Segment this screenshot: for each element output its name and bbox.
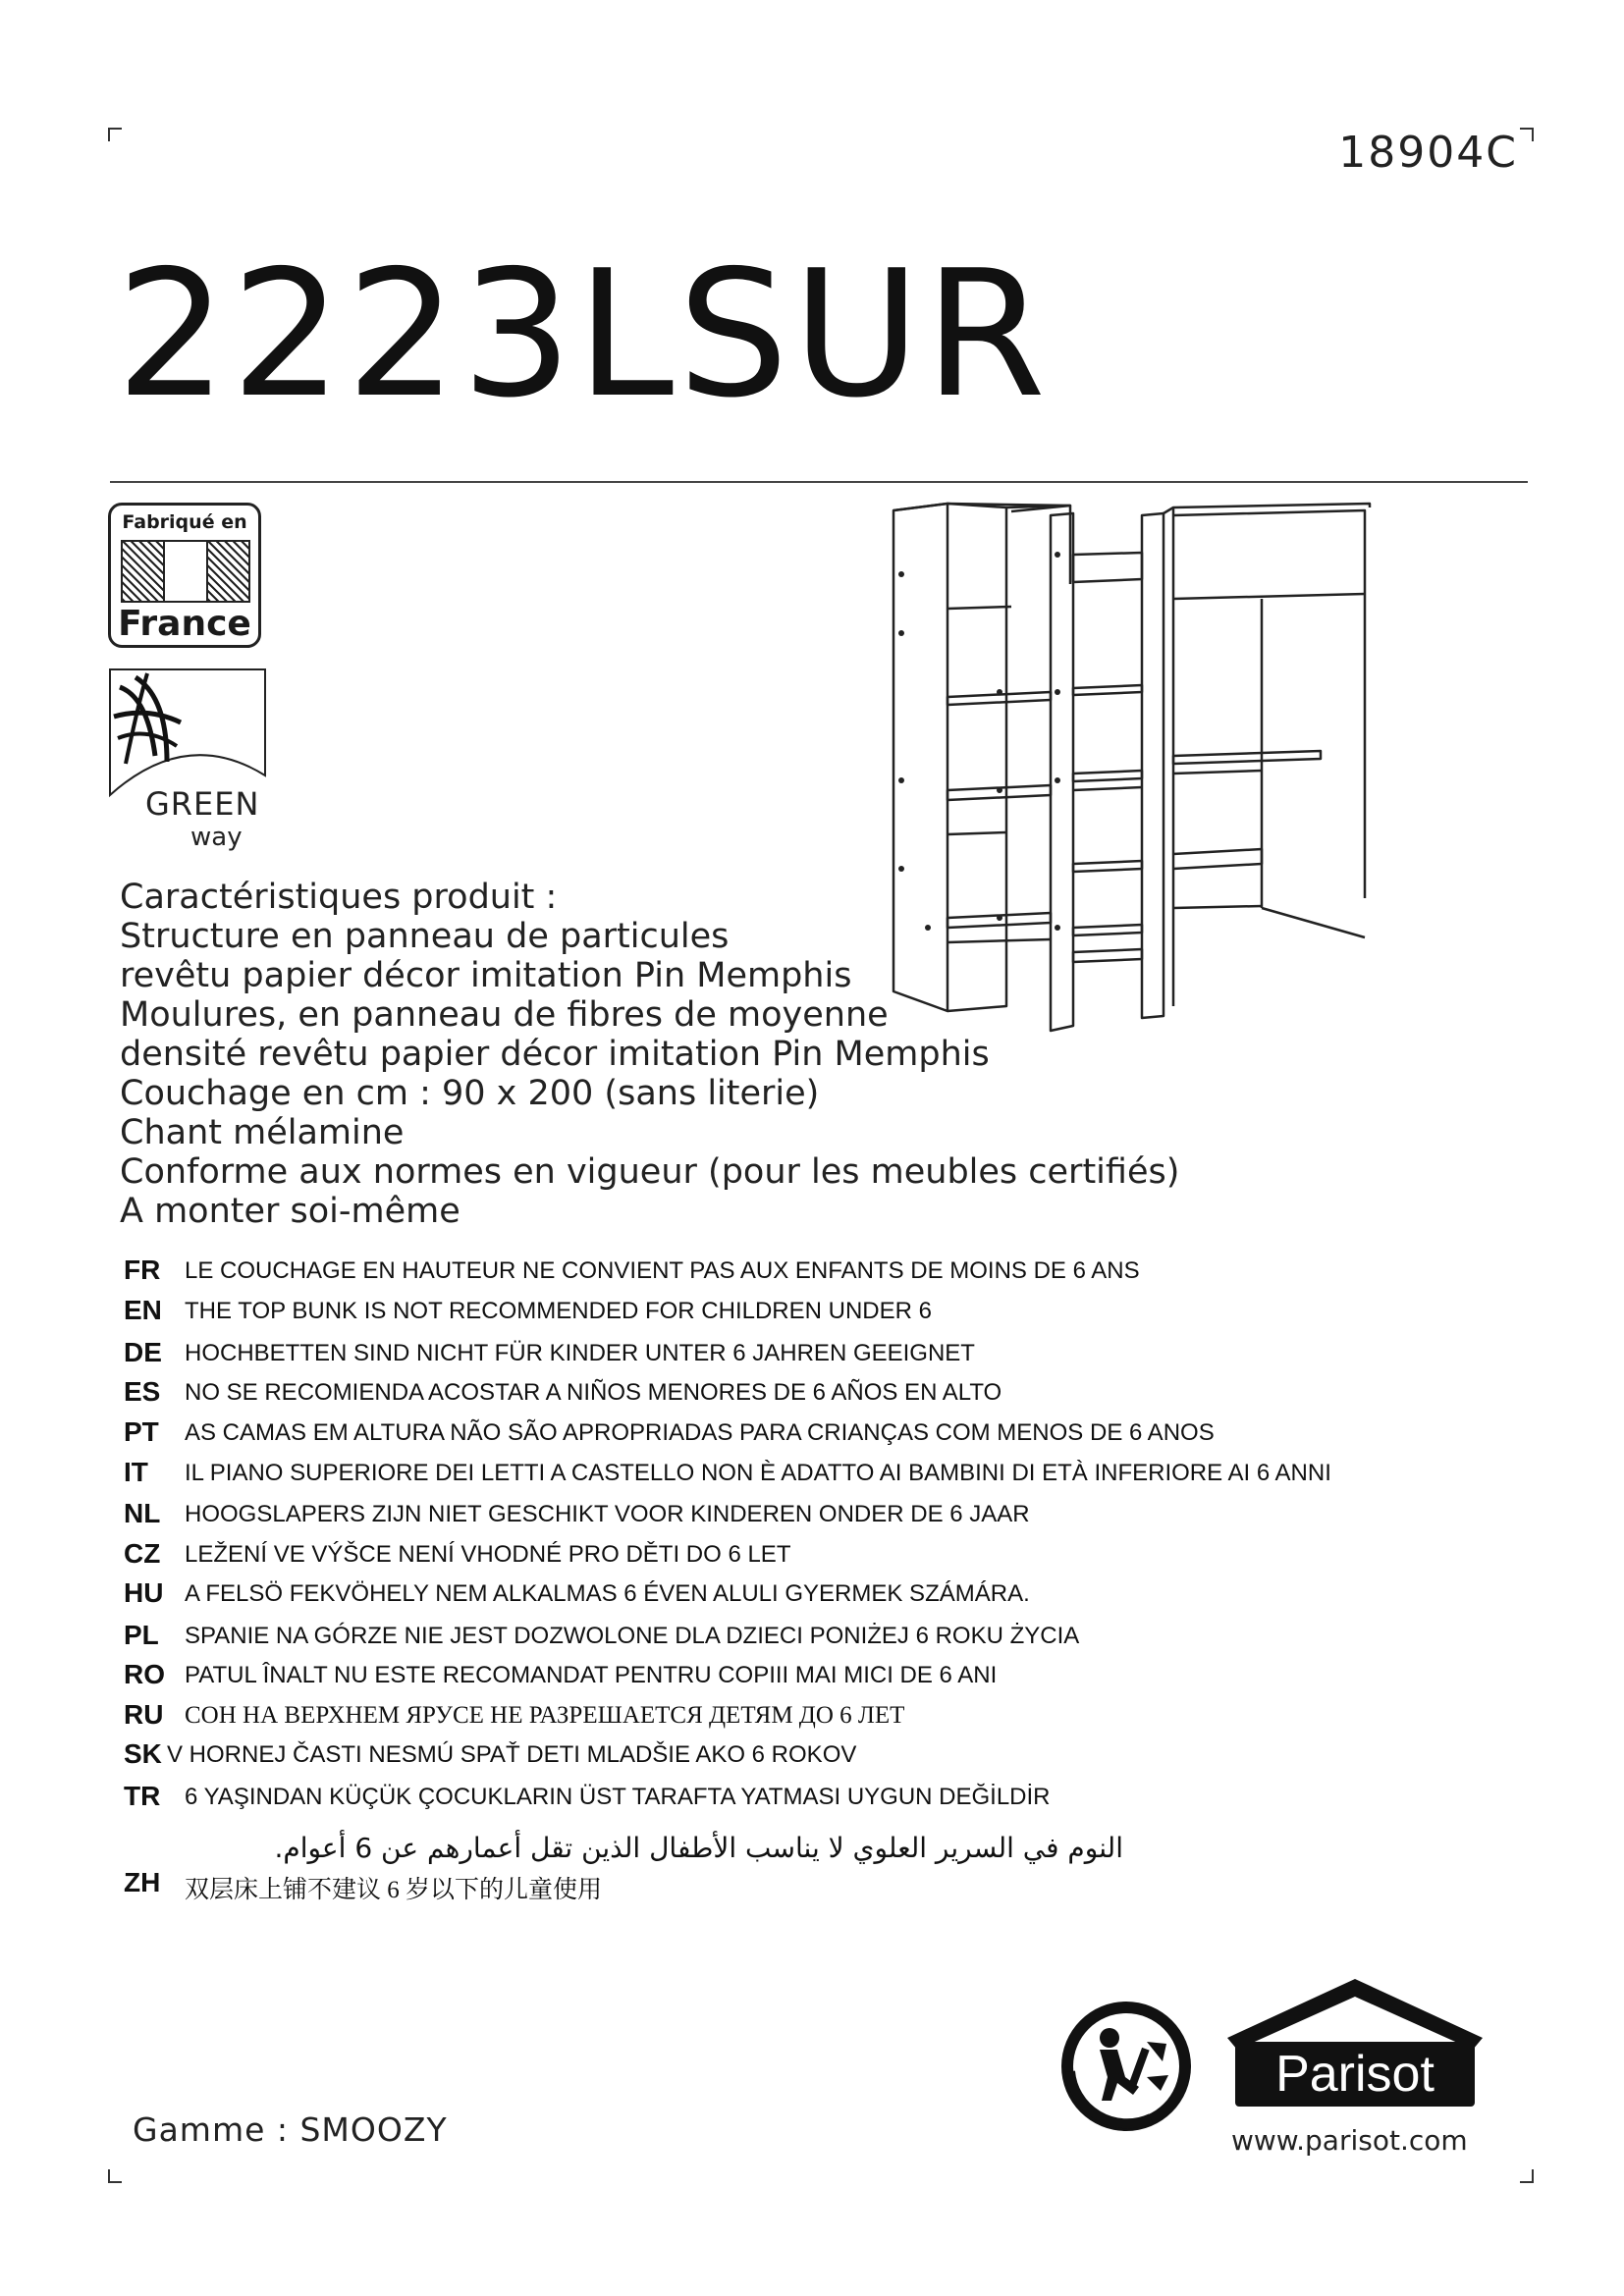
characteristics-heading: Caractéristiques produit : — [120, 878, 558, 917]
warning-text: SPANIE NA GÓRZE NIE JEST DOZWOLONE DLA DZIECI PONIŻEJ 6 ROKU ŻYCIA — [185, 1623, 1080, 1649]
warning-text: СОН НА ВЕРХНЕМ ЯРУСЕ НЕ РАЗРЕШАЕТСЯ ДЕТЯМ ДО 6 ЛЕТ — [185, 1702, 905, 1729]
crop-mark-top-left — [108, 128, 122, 141]
brand-name: Parisot — [1275, 2046, 1435, 2103]
parisot-logo — [1218, 1973, 1492, 2120]
reference-code: 18904C — [1338, 128, 1518, 178]
language-code: IT — [124, 1457, 148, 1487]
warning-text: PATUL ÎNALT NU ESTE RECOMANDAT PENTRU COPIII MAI MICI DE 6 ANI — [185, 1662, 998, 1688]
crop-mark-top-right — [1520, 128, 1534, 141]
language-code: PL — [124, 1620, 159, 1650]
language-code: HU — [124, 1577, 164, 1608]
characteristic-line: Conforme aux normes en vigueur (pour les meubles certifiés) — [120, 1152, 1180, 1192]
range-label: Gamme : SMOOZY — [133, 2110, 448, 2149]
warning-text: LEŽENÍ VE VÝŠCE NENÍ VHODNÉ PRO DĚTI DO 6 LET — [185, 1541, 791, 1568]
language-code: SK — [124, 1738, 162, 1769]
characteristic-line: Structure en panneau de particules — [120, 917, 730, 956]
badge-label: Fabriqué en — [122, 511, 247, 533]
header-divider — [110, 481, 1528, 483]
characteristic-line: Chant mélamine — [120, 1113, 405, 1152]
model-number: 2223LSUR — [116, 233, 1051, 436]
warning-text: NO SE RECOMIENDA ACOSTAR A NIÑOS MENORES DE 6 AÑOS EN ALTO — [185, 1379, 1002, 1406]
recycle-icon — [1053, 1993, 1200, 2140]
made-in-france-badge — [108, 503, 261, 648]
characteristic-line: revêtu papier décor imitation Pin Memphis — [120, 956, 852, 995]
warning-text: LE COUCHAGE EN HAUTEUR NE CONVIENT PAS AUX ENFANTS DE MOINS DE 6 ANS — [185, 1257, 1140, 1284]
characteristic-line: Couchage en cm : 90 x 200 (sans literie) — [120, 1074, 820, 1113]
language-code: PT — [124, 1416, 159, 1447]
warning-text: 双层床上铺不建议 6 岁以下的儿童使用 — [185, 1877, 603, 1903]
language-code: DE — [124, 1337, 162, 1367]
warning-text-arabic: النوم في السرير العلوي لا يناسب الأطفال الذين تقل أعمارهم عن 6 أعوام. — [274, 1832, 1123, 1864]
loft-bed-illustration — [889, 496, 1478, 1045]
characteristic-line: Moulures, en panneau de fibres de moyenne — [120, 995, 889, 1035]
warning-text: A FELSÖ FEKVÖHELY NEM ALKALMAS 6 ÉVEN ALULI GYERMEK SZÁMÁRA. — [185, 1580, 1030, 1607]
way-logo-text: way — [190, 823, 243, 852]
crop-mark-bottom-left — [108, 2169, 122, 2183]
language-code: ES — [124, 1376, 161, 1407]
language-code: TR — [124, 1781, 161, 1811]
website-url: www.parisot.com — [1231, 2124, 1468, 2157]
language-code: RU — [124, 1699, 164, 1730]
characteristic-line: densité revêtu papier décor imitation Pin Memphis — [120, 1035, 990, 1074]
warning-text: HOCHBETTEN SIND NICHT FÜR KINDER UNTER 6 JAHREN GEEIGNET — [185, 1340, 975, 1366]
characteristic-line: A monter soi-même — [120, 1192, 460, 1231]
warning-text: HOOGSLAPERS ZIJN NIET GESCHIKT VOOR KINDEREN ONDER DE 6 JAAR — [185, 1501, 1030, 1527]
green-logo-text: GREEN — [145, 785, 260, 823]
warning-text: AS CAMAS EM ALTURA NÃO SÃO APROPRIADAS PARA CRIANÇAS COM MENOS DE 6 ANOS — [185, 1419, 1215, 1446]
crop-mark-bottom-right — [1520, 2169, 1534, 2183]
warning-text: IL PIANO SUPERIORE DEI LETTI A CASTELLO NON È ADATTO AI BAMBINI DI ETÀ INFERIORE AI 6 ANNI — [185, 1460, 1331, 1486]
france-flag-icon — [121, 540, 250, 603]
language-code: NL — [124, 1498, 161, 1528]
language-code: RO — [124, 1659, 165, 1689]
warning-text: V HORNEJ ČASTI NESMÚ SPAŤ DETI MLADŠIE AKO 6 ROKOV — [167, 1741, 857, 1768]
warning-text: 6 YAŞINDAN KÜÇÜK ÇOCUKLARIN ÜST TARAFTA YATMASI UYGUN DEĞİLDİR — [185, 1784, 1051, 1810]
warning-text: THE TOP BUNK IS NOT RECOMMENDED FOR CHILDREN UNDER 6 — [185, 1298, 932, 1324]
language-code: CZ — [124, 1538, 161, 1569]
language-code: ZH — [124, 1867, 161, 1897]
badge-country: France — [118, 604, 251, 644]
language-code: FR — [124, 1255, 161, 1285]
language-code: EN — [124, 1295, 162, 1325]
